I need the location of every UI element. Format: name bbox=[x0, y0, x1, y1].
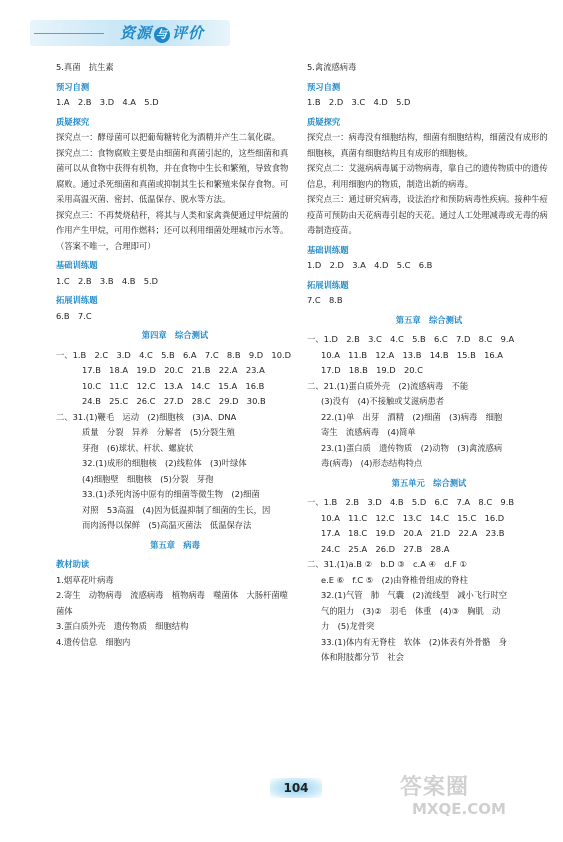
answer-line: 一、1.B 2.B 3.D 4.B 5.D 6.C 7.A 8.C 9.B bbox=[307, 497, 515, 507]
answer-line: 10.C 11.C 12.C 13.A 14.C 15.A 16.B bbox=[82, 380, 265, 391]
answer-line: 10.A 11.C 12.C 13.C 14.C 15.C 16.D bbox=[321, 512, 505, 523]
answer-line: 一、1.D 2.B 3.C 4.C 5.B 6.C 7.D 8.C 9.A bbox=[307, 334, 515, 344]
paragraph: 探究点二：艾滋病病毒属于动物病毒，靠自己的遗传物质中的遗传信息，利用细胞内的物质，制造出新的病毒。 bbox=[307, 163, 548, 189]
answer-line: 22.(1)单 出芽 酒精 (2)细菌 (3)病毒 细胞 bbox=[321, 411, 503, 422]
unit-test-title: 第五单元 综合测试 bbox=[391, 477, 467, 488]
answer-line: 4.遗传信息 细胞内 bbox=[56, 636, 131, 647]
paragraph: 探究点一：酵母菌可以把葡萄糖转化为酒精并产生二氧化碳。 bbox=[56, 132, 281, 142]
answer-line: 33.(1)体内有无脊柱 软体 (2)体表有外骨骼 身 bbox=[321, 636, 508, 647]
answer-line: 32.(1)成形的细胞核 (2)线粒体 (3)叶绿体 bbox=[82, 458, 247, 468]
answer-line: 一、1.B 2.C 3.D 4.C 5.B 6.A 7.C 8.B 9.D 10.D bbox=[56, 349, 292, 360]
answer-line: 1.A 2.B 3.D 4.A 5.D bbox=[56, 97, 159, 107]
answer-line: 17.A 18.C 19.D 20.A 21.D 22.A 23.B bbox=[321, 528, 505, 538]
answer-line: 气的阻力 (3)② 羽毛 体重 (4)③ 胸肌 动 bbox=[321, 605, 501, 616]
answer-line: 3.蛋白质外壳 遗传物质 细胞结构 bbox=[56, 621, 189, 631]
header-title: 资源 与 评价 bbox=[120, 24, 205, 42]
watermark-url: MXQE.COM bbox=[412, 800, 506, 818]
section-heading: 质疑探究 bbox=[307, 116, 341, 127]
right-column bbox=[307, 60, 551, 666]
left-column bbox=[56, 60, 294, 650]
section-heading: 预习自测 bbox=[307, 81, 341, 92]
chapter-test-title: 第四章 综合测试 bbox=[141, 330, 209, 340]
answer-line: 33.(1)杀死肉汤中原有的细菌等微生物 (2)细菌 bbox=[82, 489, 260, 499]
section-heading: 预习自测 bbox=[56, 81, 90, 92]
paragraph: 探究点二：食物腐败主要是由细菌和真菌引起的，这些细菌和真菌可以从食物中获得有机物，并在食物中生长和繁殖，导致食物腐败。通过杀死细菌和真菌或抑制其生长和繁殖来保存食物。可采用高温灭菌、密封、低温保存、脱水等方法。 bbox=[56, 147, 289, 204]
answer-line: 1.B 2.D 3.C 4.D 5.D bbox=[307, 97, 411, 107]
answer-line: 二、21.(1)蛋白质外壳 (2)流感病毒 不能 bbox=[307, 380, 469, 391]
answer-line: (4)细胞壁 细胞核 (5)分裂 芽孢 bbox=[82, 473, 214, 484]
watermark-logo: 答案圈 bbox=[400, 775, 470, 800]
answer-line: 5.真菌 抗生素 bbox=[56, 62, 114, 72]
section-heading: 质疑探究 bbox=[56, 116, 90, 127]
answer-line: (3)没有 (4)不接触或艾滋病患者 bbox=[321, 396, 445, 406]
answer-line: 毒(病毒) (4)形态结构特点 bbox=[321, 458, 423, 468]
answer-line: 二、31.(1)鞭毛 运动 (2)细胞核 (3)A、DNA bbox=[56, 411, 237, 422]
section-heading: 拓展训练题 bbox=[307, 279, 349, 290]
paragraph: 探究点三：不再焚烧秸秆，将其与人类和家禽粪便通过甲烷菌的作用产生甲烷，可用作燃料；还可以利用细菌处理城市污水等。（答案不唯一，合理即可） bbox=[56, 209, 289, 251]
section-heading: 基础训练题 bbox=[307, 244, 349, 255]
section-heading: 基础训练题 bbox=[56, 260, 98, 270]
answer-line: 二、31.(1)a.B ② b.D ③ c.A ④ d.F ① bbox=[307, 559, 467, 569]
page-number: 104 bbox=[270, 778, 322, 798]
paragraph: 探究点一：病毒没有细胞结构，细菌有细胞结构，细菌没有成形的细胞核，真菌有细胞结构且有成形的细胞核。 bbox=[307, 132, 548, 158]
answer-line: 2.寄生 动物病毒 流感病毒 植物病毒 噬菌体 大肠杆菌噬菌体 bbox=[56, 590, 288, 616]
answer-line: 10.A 11.B 12.A 13.B 14.B 15.B 16.A bbox=[321, 349, 503, 360]
section-heading: 教材助读 bbox=[56, 559, 90, 569]
answer-line: e.E ⑥ f.C ⑤ (2)由脊椎骨组成的脊柱 bbox=[321, 574, 468, 585]
answer-line: 32.(1)气管 肺 气囊 (2)流线型 减小飞行时空 bbox=[321, 590, 508, 600]
answer-line: 芽孢 (6)球状、杆状、螺旋状 bbox=[82, 442, 194, 453]
header-connector-badge: 与 bbox=[156, 28, 169, 41]
answer-line: 17.B 18.A 19.D 20.C 21.B 22.A 23.A bbox=[82, 365, 265, 375]
header-decoration bbox=[34, 33, 104, 34]
answer-line: 质量 分裂 异养 分解者 (5)分裂生殖 bbox=[82, 427, 235, 437]
paragraph: 探究点三：通过研究病毒，设法治疗和预防病毒性疾病。接种牛痘疫苗可预防由天花病毒引起的天花。通过人工处理减毒或无毒的病毒制造疫苗。 bbox=[307, 194, 548, 235]
answer-line: 而肉汤得以保鲜 (5)高温灭菌法 低温保存法 bbox=[82, 520, 252, 530]
answer-line: 5.禽流感病毒 bbox=[307, 62, 357, 72]
answer-line: 17.D 18.B 19.D 20.C bbox=[321, 365, 423, 375]
answer-line: 寄生 流感病毒 (4)简单 bbox=[321, 427, 416, 437]
answer-line: 24.C 25.A 26.D 27.B 28.A bbox=[321, 543, 450, 554]
answer-line: 1.C 2.B 3.B 4.B 5.D bbox=[56, 275, 159, 286]
section-heading: 拓展训练题 bbox=[56, 295, 98, 305]
answer-line: 对照 53高温 (4)因为低温抑制了细菌的生长，因 bbox=[82, 504, 271, 515]
answer-line: 体和附肢都分节 社会 bbox=[321, 652, 404, 662]
answer-line: 6.B 7.C bbox=[56, 310, 92, 321]
answer-line: 24.B 25.C 26.C 27.D 28.C 29.D 30.B bbox=[82, 396, 266, 406]
answer-line: 7.C 8.B bbox=[307, 295, 343, 305]
chapter-title: 第五章 病毒 bbox=[150, 539, 200, 550]
answer-line: 1.烟草花叶病毒 bbox=[56, 574, 114, 585]
answer-line: 23.(1)蛋白质 遗传物质 (2)动物 (3)禽流感病 bbox=[321, 442, 503, 453]
answer-line: 力 (5)龙骨突 bbox=[321, 621, 375, 631]
answer-line: 1.D 2.D 3.A 4.D 5.C 6.B bbox=[307, 260, 433, 270]
chapter-test-title: 第五章 综合测试 bbox=[395, 314, 463, 325]
